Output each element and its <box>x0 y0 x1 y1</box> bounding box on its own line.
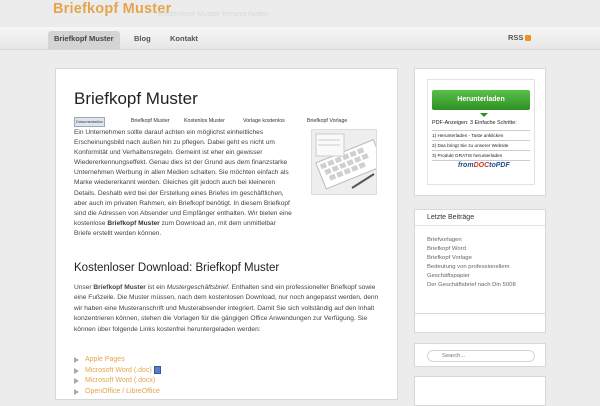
section-text-b: ist ein <box>145 284 167 291</box>
ad-widget <box>414 68 546 196</box>
nav-item-kontakt[interactable]: Kontakt <box>170 34 198 43</box>
site-title[interactable]: Briefkopf Muster <box>53 1 172 17</box>
arrow-down-icon <box>480 113 488 117</box>
download-link-docx[interactable] <box>74 376 161 387</box>
tag-item[interactable]: Vorlage kostenlos <box>243 118 285 124</box>
site-tagline: Kostenlose Muster herunterladen <box>158 9 269 18</box>
download-label: Microsoft Word (.docx) <box>85 377 156 384</box>
ad-logo-accent: DOC <box>473 162 490 169</box>
arrow-icon <box>74 378 79 384</box>
section-italic: Mustergeschäftsbrief <box>166 284 228 291</box>
download-label: OpenOffice / LibreOffice <box>85 387 160 395</box>
intro-text-end: zum Download an, mit dem unmittelbar Briefe erstellt werden können. <box>74 219 276 237</box>
arrow-icon <box>74 357 79 363</box>
section-text-c: . Enthalten sind ein professioneller Briefkopf sowie eine Fußzeile. Die Muster müssen, nach dem kostenlosen Download, nur noch angepasst werden, denn wir haben eine Musteranschrift und Musterabsender integriert. Damit Sie sich vollständig auf den Inhalt konzentrieren können, stehen die Vorlagen für die gängigen Office Anwendungen zur Verfügung. Sie können über folgende Links kostenfrei heruntergeladen werden: <box>74 284 379 333</box>
arrow-icon <box>74 389 79 395</box>
ad-headline: PDF-Anzeigen: 3 Einfache Schritte: <box>432 120 517 126</box>
ad-logo <box>458 162 510 169</box>
download-label: Microsoft Word (.doc) <box>85 366 152 374</box>
recent-post-link[interactable]: Briefkopf Word <box>427 246 466 252</box>
download-list <box>74 355 161 397</box>
ad-steps <box>432 130 530 161</box>
intro-bold: Briefkopf Muster <box>107 219 160 227</box>
keyboard-image <box>311 129 377 195</box>
tag-list <box>74 117 394 126</box>
recent-posts-widget <box>414 209 546 314</box>
search-widget <box>414 343 546 367</box>
empty-widget <box>414 313 546 333</box>
ad-step: 3) Produkt GRATIS herunterladen <box>432 151 530 161</box>
tag-item[interactable]: Briefkopf Vorlage <box>307 118 348 124</box>
ad-step: 1) Herunterladen - Taste anklicken <box>432 131 530 141</box>
recent-post-link[interactable]: Geschäftspapier <box>427 273 470 279</box>
intro-text: Ein Unternehmen sollte darauf achten ein möglichst einheitliches Erscheinungsbild nach außen hin zu pflegen. Dabei geht es nicht um Konformität und Verhaltensregeln. Gemeint ist eher ein gewisser Wiedererkennungseffekt. Genau dies ist der Grund aus dem finanzstarke Unternehmen Werbung in allen Medien schalten. Sie möchten einfach als Marke wiedererkannt werden. Gleiches gilt jedoch auch bei kleineren Details. Deshalb wird bei der Erstellung eines Briefes im geschäftlichen, aber auch im privaten Rahmen, ein Briefkopf benötigt. In diesem Briefkopf sind die Adressen von Absender und Empfänger enthalten. Wir bieten eine kostenlose <box>74 129 292 227</box>
ad-logo-prefix: from <box>458 162 474 169</box>
main-content <box>55 68 398 400</box>
recent-posts-title: Letzte Beiträge <box>415 210 545 226</box>
download-link-pages[interactable] <box>74 355 161 366</box>
section-text <box>74 283 384 335</box>
tag-item[interactable]: Briefkopf Muster <box>131 118 170 124</box>
nav-item-blog[interactable]: Blog <box>134 34 151 43</box>
post-title: Briefkopf Muster <box>74 89 198 108</box>
section-bold: Briefkopf Muster <box>93 284 146 291</box>
nav-item-briefkopf-muster[interactable]: Briefkopf Muster <box>48 31 120 49</box>
post-intro <box>74 128 292 239</box>
recent-post-link[interactable]: Briefvorlagen <box>427 237 462 243</box>
ad-step: 2) Das bringt Sie zu unserer Website <box>432 141 530 151</box>
ad-logo-suffix: toPDF <box>489 162 510 169</box>
download-link-openoffice[interactable] <box>74 387 161 398</box>
ad-banner[interactable] <box>427 79 535 185</box>
recent-post-link[interactable]: Der Geschäftsbrief nach Din 5008 <box>427 282 516 288</box>
rss-link[interactable] <box>508 33 531 42</box>
download-link-doc[interactable] <box>74 366 161 377</box>
bottom-widget <box>414 376 546 406</box>
site-header <box>0 0 600 26</box>
recent-posts-list <box>427 236 516 290</box>
section-text-a: Unser <box>74 284 94 291</box>
recent-post-link[interactable]: Bedeutung von professionellem <box>427 264 510 270</box>
tag-badge[interactable]: Dokumentation <box>74 117 105 127</box>
ad-download-button[interactable]: Herunterladen <box>432 90 530 110</box>
word-doc-icon <box>154 366 161 374</box>
download-label: Apple Pages <box>85 356 125 363</box>
search-input[interactable] <box>427 350 535 362</box>
tag-item[interactable]: Kostenlos Muster <box>184 118 225 124</box>
recent-post-link[interactable]: Briefkopf Vorlage <box>427 255 472 261</box>
section-heading: Kostenloser Download: Briefkopf Muster <box>74 262 280 274</box>
rss-icon <box>525 35 531 41</box>
rss-label: RSS <box>508 33 524 42</box>
arrow-icon <box>74 368 79 374</box>
